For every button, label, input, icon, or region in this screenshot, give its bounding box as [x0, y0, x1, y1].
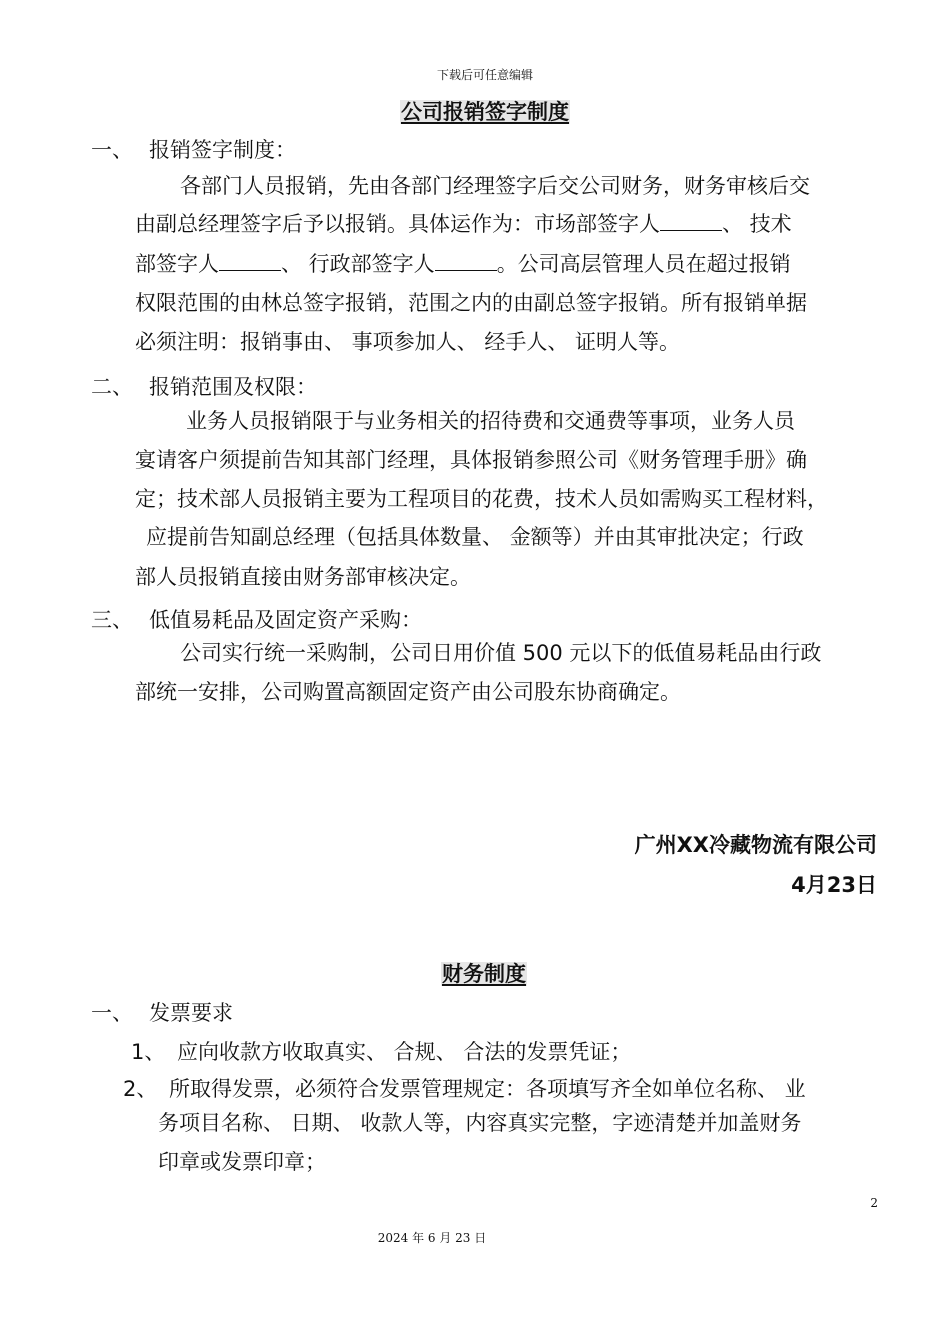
- section-1-number: 一、: [91, 138, 133, 162]
- header-note: 下载后可任意编辑: [436, 68, 533, 82]
- section-3-number: 三、: [91, 608, 133, 632]
- s1-line-3c: 。公司高层管理人员在超过报销: [496, 252, 791, 276]
- section-3-title: 低值易耗品及固定资产采购：: [149, 608, 422, 632]
- s1-line-5: 必须注明：报销事由、 事项参加人、 经手人、 证明人等。: [135, 330, 681, 354]
- company-name: 广州XX冷藏物流有限公司: [634, 833, 877, 857]
- finance-item-2-line-3: 印章或发票印章；: [158, 1150, 326, 1174]
- finance-item-2: [123, 1073, 806, 1103]
- finance-item-2-line-1: 所取得发票，必须符合发票管理规定：各项填写齐全如单位名称、 业: [169, 1077, 806, 1101]
- s3-line-2: 部统一安排，公司购置高额固定资产由公司股东协商确定。: [135, 680, 681, 704]
- admin-signer-blank: [435, 250, 497, 271]
- s2-line-2: 宴请客户须提前告知其部门经理，具体报销参照公司《财务管理手册》确: [135, 448, 807, 472]
- section-1-title: 报销签字制度：: [149, 138, 296, 162]
- document-title: 公司报销签字制度: [401, 100, 569, 124]
- finance-item-2-line-2: 务项目名称、 日期、 收款人等，内容真实完整，字迹清楚并加盖财务: [158, 1111, 802, 1135]
- section-2-title: 报销范围及权限：: [149, 375, 317, 399]
- finance-section-1-heading: [91, 997, 233, 1027]
- s1-line-2a: 由副总经理签字后予以报销。具体运作为：市场部签字人: [135, 212, 660, 236]
- finance-item-1-number: 1、: [131, 1040, 166, 1064]
- footer-date: 2024 年 6 月 23 日: [377, 1231, 487, 1245]
- market-signer-blank: [660, 210, 722, 231]
- finance-section-1-title: 发票要求: [149, 1001, 233, 1025]
- page-number: 2: [870, 1196, 878, 1210]
- s2-line-5: 部人员报销直接由财务部审核决定。: [135, 565, 471, 589]
- s1-line-2: [135, 205, 792, 243]
- s2-line-4: 应提前告知副总经理（包括具体数量、 金额等）并由其审批决定；行政: [146, 525, 804, 549]
- finance-item-2-number: 2、: [123, 1077, 158, 1101]
- s2-line-3: 定；技术部人员报销主要为工程项目的花费，技术人员如需购买工程材料，: [135, 487, 828, 511]
- finance-item-1-text: 应向收款方收取真实、 合规、 合法的发票凭证；: [177, 1040, 632, 1064]
- s1-line-3b: 、 行政部签字人: [281, 252, 435, 276]
- s1-line-2b: 、 技术: [722, 212, 792, 236]
- s1-line-3a: 部签字人: [135, 252, 219, 276]
- title2-wrap: [0, 958, 950, 988]
- section-2-number: 二、: [91, 375, 133, 399]
- finance-title: 财务制度: [442, 962, 526, 986]
- finance-section-1-number: 一、: [91, 1001, 133, 1025]
- section-3-heading: [91, 604, 422, 634]
- s3-line-1: 公司实行统一采购制，公司日用价值 500 元以下的低值易耗品由行政: [180, 641, 822, 665]
- s2-line-1: 业务人员报销限于与业务相关的招待费和交通费等事项，业务人员: [186, 409, 795, 433]
- finance-item-1: [131, 1036, 631, 1066]
- section-2-heading: [91, 371, 317, 401]
- s1-line-1: 各部门人员报销，先由各部门经理签字后交公司财务，财务审核后交: [180, 174, 810, 198]
- section-1-heading: [91, 134, 296, 164]
- s1-line-4: 权限范围的由林总签字报销，范围之内的由副总签字报销。所有报销单据: [135, 291, 807, 315]
- signature-date: 4月23日: [791, 873, 877, 897]
- tech-signer-blank: [219, 250, 281, 271]
- s1-line-3: [135, 245, 791, 283]
- title-wrap: [0, 96, 950, 126]
